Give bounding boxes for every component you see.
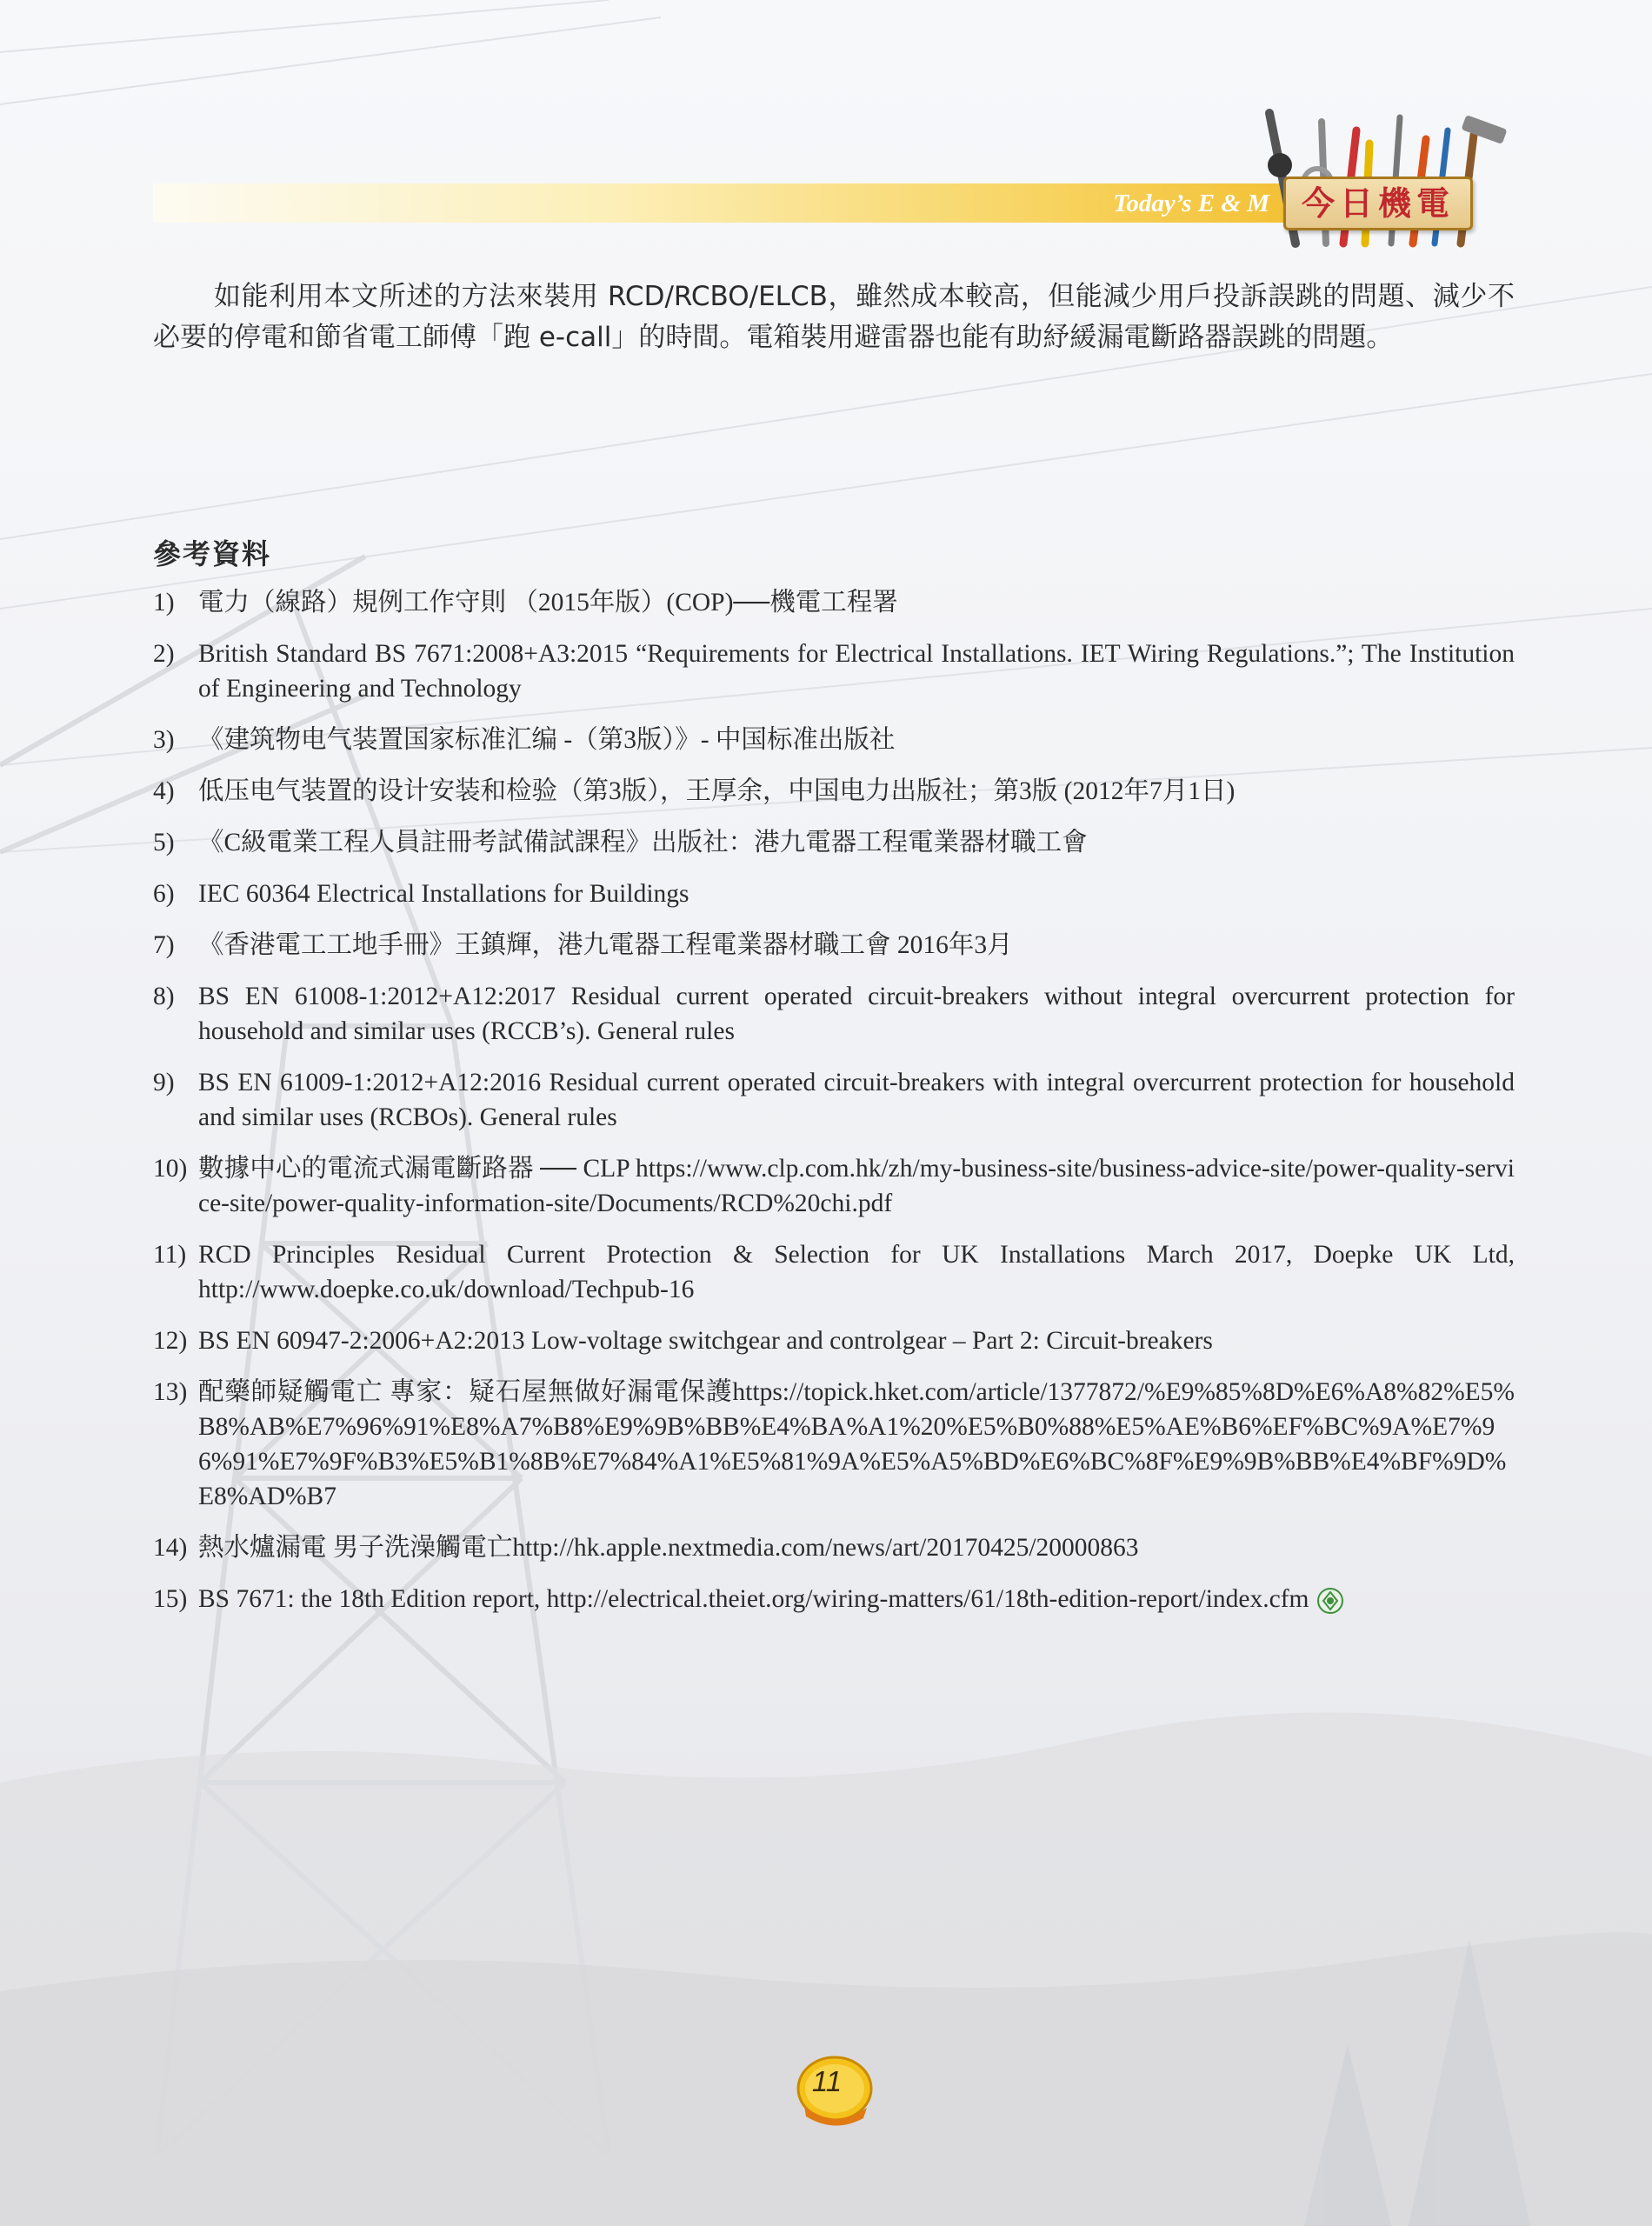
reference-number: 4): [153, 777, 175, 805]
reference-number: 11): [153, 1241, 187, 1269]
reference-number: 6): [153, 880, 175, 908]
reference-number: 10): [153, 1155, 188, 1183]
reference-item: [153, 1323, 1515, 1358]
reference-number: 1): [153, 589, 175, 616]
reference-text: 數據中心的電流式漏電斷路器 ── CLP https://www.clp.com.hk/zh/my-business-site/business-advice-site/power-quality-service-site/power-quality-information-site/Documents/RCD%20chi.pdf: [198, 1155, 1515, 1217]
reference-number: 14): [153, 1534, 188, 1562]
reference-item: [153, 1530, 1515, 1565]
reference-text: 熱水爐漏電 男子洗澡觸電亡http://hk.apple.nextmedia.com/news/art/20170425/20000863: [198, 1534, 1139, 1562]
reference-item: [153, 1065, 1515, 1135]
reference-item: [153, 1582, 1515, 1616]
end-mark-icon: [1316, 1587, 1344, 1615]
reference-text: 低压电气装置的设计安装和检验（第3版），王厚余，中国电力出版社；第3版 (2012年7月1日): [198, 777, 1236, 805]
reference-item: [153, 1237, 1515, 1307]
reference-item: [153, 979, 1515, 1049]
reference-number: 12): [153, 1327, 188, 1355]
reference-item: [153, 774, 1515, 809]
reference-text: RCD Principles Residual Current Protection & Selection for UK Installations March 2017, Doepke UK Ltd, http://www.doepke.co.uk/download/Techpub-16: [198, 1241, 1515, 1303]
reference-item: [153, 723, 1515, 757]
references-heading: 參考資料: [153, 537, 272, 570]
page-number: 11: [811, 2065, 843, 2097]
references-list: [153, 585, 1515, 1633]
reference-number: 2): [153, 640, 175, 668]
reference-number: 8): [153, 983, 175, 1010]
intro-paragraph: 如能利用本文所述的方法來裝用 RCD/RCBO/ELCB，雖然成本較高，但能減少用戶投訴誤跳的問題、減少不必要的停電和節省電工師傅「跑 e-call」的時間。電箱裝用避雷器也能有助紓緩漏電斷路器誤跳的問題。: [153, 281, 1515, 353]
reference-item: [153, 928, 1515, 963]
header-chinese-title-plaque: 今日機電: [1283, 177, 1473, 230]
reference-item: [153, 1151, 1515, 1221]
header-english-title: Today’s E & M: [1113, 190, 1269, 217]
reference-item: [153, 585, 1515, 620]
reference-number: 7): [153, 931, 175, 959]
reference-number: 3): [153, 726, 175, 754]
reference-text: BS 7671: the 18th Edition report, http://electrical.theiet.org/wiring-matters/61/18th-edition-report/index.cfm: [198, 1585, 1309, 1613]
reference-text: 《香港電工工地手冊》王鎮輝，港九電器工程電業器材職工會 2016年3月: [198, 931, 1013, 959]
reference-text: British Standard BS 7671:2008+A3:2015 “Requirements for Electrical Installations. IET Wiring Regulations.”; The Institution of Engineering and Technology: [198, 640, 1515, 703]
reference-text: 電力（線路）規例工作守則 （2015年版）(COP)──機電工程署: [198, 589, 898, 616]
reference-number: 9): [153, 1069, 175, 1096]
reference-number: 15): [153, 1585, 188, 1613]
reference-number: 13): [153, 1378, 188, 1406]
reference-text: 《C級電業工程人員註冊考試備試課程》出版社：港九電器工程電業器材職工會: [198, 829, 1088, 856]
reference-text: BS EN 60947-2:2006+A2:2013 Low-voltage switchgear and controlgear – Part 2: Circuit-breakers: [198, 1327, 1213, 1355]
reference-item: [153, 1375, 1515, 1514]
reference-text: 《建筑物电气装置国家标准汇编 -（第3版）》- 中国标准出版社: [198, 726, 896, 754]
reference-text: BS EN 61009-1:2012+A12:2016 Residual current operated circuit-breakers with integral overcurrent protection for household and similar uses (RCBOs). General rules: [198, 1069, 1515, 1131]
reference-text: 配藥師疑觸電亡 專家：疑石屋無做好漏電保護https://topick.hket.com/article/1377872/%E9%85%8D%E6%A8%82%E5%B8%AB%E7%96%91%E8%A7%B8%E9%9B%BB%E4%BA%A1%20%E5%B0%88%E5%AE%B6%EF%BC%9A%E7%96%91%E7%9F%B3%E5%B1%8B%E7%84%A1%E5%81%9A%E5%A5%BD%E6%BC%8F%E9%9B%BB%E4%BF%9D%E8%AD%B7: [198, 1378, 1515, 1510]
reference-item: [153, 636, 1515, 706]
reference-item: [153, 825, 1515, 860]
reference-text: IEC 60364 Electrical Installations for Buildings: [198, 880, 689, 908]
reference-number: 5): [153, 829, 175, 856]
reference-item: [153, 876, 1515, 911]
reference-text: BS EN 61008-1:2012+A12:2017 Residual current operated circuit-breakers without integral overcurrent protection for household and similar uses (RCCB’s). General rules: [198, 983, 1515, 1045]
